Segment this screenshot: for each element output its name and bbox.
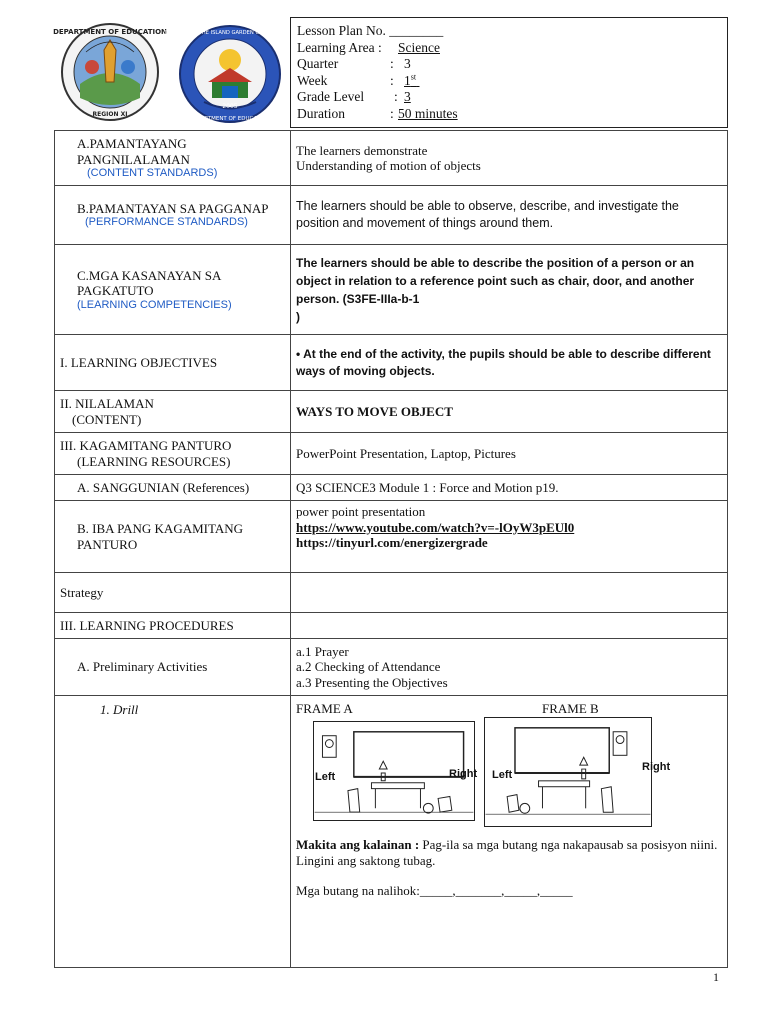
references-value: Q3 SCIENCE3 Module 1 : Force and Motion p19. bbox=[291, 475, 728, 501]
quarter-colon: : bbox=[390, 56, 394, 72]
drill-value-cell bbox=[291, 696, 728, 968]
content-standards-line2: Understanding of motion of objects bbox=[296, 158, 481, 173]
learning-resources-label-cell bbox=[55, 433, 291, 475]
learning-procedures-value bbox=[291, 613, 728, 639]
duration-colon: : bbox=[390, 105, 394, 121]
references-label: A. SANGGUNIAN (References) bbox=[55, 475, 291, 501]
other-resources-line1: power point presentation bbox=[296, 504, 426, 519]
row-other-resources bbox=[55, 501, 728, 573]
content-standards-label-cell bbox=[55, 131, 291, 186]
learning-competencies-label-cell bbox=[55, 245, 291, 335]
row-content-standards bbox=[55, 131, 728, 186]
lesson-info-box bbox=[290, 17, 728, 128]
performance-standards-value: The learners should be able to observe, describe, and investigate the position and movement of things around them. bbox=[291, 186, 728, 245]
grade-level-label: Grade Level bbox=[297, 89, 365, 105]
duration-value: 50 minutes bbox=[398, 105, 458, 121]
bullet-icon: • bbox=[296, 346, 301, 361]
drill-answer-line: Mga butang na nalihok:_____,_______,_____,_____ bbox=[296, 883, 573, 898]
duration-label: Duration bbox=[297, 105, 345, 121]
duration-row bbox=[297, 106, 721, 123]
learning-competencies-label: C.MGA KASANAYAN SA PAGKATUTO bbox=[77, 267, 221, 298]
division-seal bbox=[164, 24, 296, 124]
other-resources-value-cell bbox=[291, 501, 728, 573]
content-standards-sublabel: (CONTENT STANDARDS) bbox=[87, 167, 218, 179]
learning-objectives-value: At the end of the activity, the pupils should be able to describe different ways of moving objects. bbox=[296, 346, 711, 378]
row-strategy bbox=[55, 573, 728, 613]
learning-area-row bbox=[297, 40, 721, 57]
quarter-value: 3 bbox=[404, 56, 411, 72]
learning-resources-label-line1: III. KAGAMITANG PANTURO bbox=[60, 438, 232, 453]
row-performance-standards bbox=[55, 186, 728, 245]
tinyurl-link[interactable]: https://tinyurl.com/energizergrade bbox=[296, 535, 488, 550]
division-seal-text-top: DIVISION OF THE ISLAND GARDEN CITY OF SAMAL bbox=[164, 30, 296, 36]
row-learning-procedures bbox=[55, 613, 728, 639]
row-content bbox=[55, 391, 728, 433]
week-label: Week bbox=[297, 72, 328, 88]
row-references bbox=[55, 475, 728, 501]
performance-standards-sublabel: (PERFORMANCE STANDARDS) bbox=[85, 216, 248, 229]
learning-procedures-label: III. LEARNING PROCEDURES bbox=[55, 613, 291, 639]
frame-b-left-label: Left bbox=[492, 769, 513, 781]
drill-instruction-bold: Makita ang kalainan : bbox=[296, 837, 420, 852]
preliminary-item-1: a.1 Prayer bbox=[296, 643, 349, 659]
page-number: 1 bbox=[713, 970, 719, 984]
row-learning-objectives bbox=[55, 335, 728, 391]
content-standards-value-cell bbox=[291, 131, 728, 186]
youtube-link[interactable]: https://www.youtube.com/watch?v=-lOyW3pEUl0 bbox=[296, 519, 575, 535]
content-label-line1: II. NILALAMAN bbox=[60, 396, 154, 411]
strategy-label: Strategy bbox=[55, 573, 291, 613]
row-learning-resources bbox=[55, 433, 728, 475]
grade-colon: : bbox=[394, 89, 398, 105]
frame-b-right-label: Right bbox=[642, 761, 671, 773]
performance-standards-label: B.PAMANTAYAN SA PAGGANAP bbox=[77, 200, 269, 216]
preliminary-item-2: a.2 Checking of Attendance bbox=[296, 659, 441, 675]
learning-objectives-label: I. LEARNING OBJECTIVES bbox=[55, 335, 291, 391]
week-value: 1 bbox=[404, 72, 411, 88]
content-label-line2: (CONTENT) bbox=[72, 411, 142, 427]
performance-standards-label-cell bbox=[55, 186, 291, 245]
deped-seal bbox=[53, 22, 167, 122]
learning-competencies-value: The learners should be able to describe the position of a person or an object in relation to a reference point such as chair, door, and another person. (S3FE-IIIa-b-1 bbox=[296, 255, 695, 306]
learning-competencies-sublabel: (LEARNING COMPETENCIES) bbox=[77, 298, 232, 311]
frame-a-title: FRAME A bbox=[296, 701, 353, 716]
week-value-wrap bbox=[404, 73, 419, 90]
preliminary-value-cell bbox=[291, 639, 728, 696]
lesson-plan-table bbox=[54, 130, 728, 968]
division-seal-text-bottom: DEPARTMENT OF EDUCATION bbox=[189, 116, 271, 122]
grade-level-value: 3 bbox=[404, 89, 411, 105]
preliminary-label: A. Preliminary Activities bbox=[55, 639, 291, 696]
lesson-plan-label: Lesson Plan No. ________ bbox=[297, 23, 444, 38]
division-seal-year: 2005 bbox=[222, 103, 238, 110]
frame-titles bbox=[296, 701, 722, 717]
content-standards-label: A.PAMANTAYANG PANGNILALAMAN bbox=[77, 136, 190, 167]
lesson-plan-number bbox=[297, 23, 721, 40]
week-row bbox=[297, 73, 721, 90]
frames-area bbox=[296, 721, 722, 839]
drill-label: 1. Drill bbox=[55, 696, 291, 968]
deped-seal-text-bottom: REGION XI bbox=[92, 111, 128, 118]
learning-competencies-value-cell bbox=[291, 245, 728, 335]
learning-resources-value: PowerPoint Presentation, Laptop, Pictures bbox=[291, 433, 728, 475]
row-preliminary-activities bbox=[55, 639, 728, 696]
learning-objectives-value-cell bbox=[291, 335, 728, 391]
content-value: WAYS TO MOVE OBJECT bbox=[291, 391, 728, 433]
deped-seal-text-top: DEPARTMENT OF EDUCATION bbox=[53, 28, 167, 36]
preliminary-item-3: a.3 Presenting the Objectives bbox=[296, 674, 448, 690]
week-suffix: st bbox=[410, 72, 417, 82]
frame-a-left-label: Left bbox=[315, 771, 336, 783]
learning-area-value: Science bbox=[398, 39, 440, 55]
learning-competencies-value-end: ) bbox=[296, 309, 300, 324]
drill-instruction-text: Pag-ila sa mga butang nga nakapausab sa posisyon niini. Lingini ang saktong tubag. bbox=[296, 837, 718, 868]
content-label-cell bbox=[55, 391, 291, 433]
row-drill bbox=[55, 696, 728, 968]
learning-area-label: Learning Area : bbox=[297, 39, 382, 55]
row-learning-competencies bbox=[55, 245, 728, 335]
strategy-value bbox=[291, 573, 728, 613]
week-colon: : bbox=[390, 72, 394, 88]
grade-level-row bbox=[297, 89, 721, 106]
frame-b-title: FRAME B bbox=[542, 701, 599, 716]
other-resources-label: B. IBA PANG KAGAMITANG PANTURO bbox=[55, 501, 291, 573]
frame-a-right-label: Right bbox=[449, 768, 478, 780]
quarter-label: Quarter bbox=[297, 56, 339, 72]
quarter-row bbox=[297, 56, 721, 73]
content-standards-line1: The learners demonstrate bbox=[296, 142, 428, 158]
drill-instruction bbox=[296, 837, 722, 869]
learning-resources-label-line2: (LEARNING RESOURCES) bbox=[77, 453, 231, 469]
